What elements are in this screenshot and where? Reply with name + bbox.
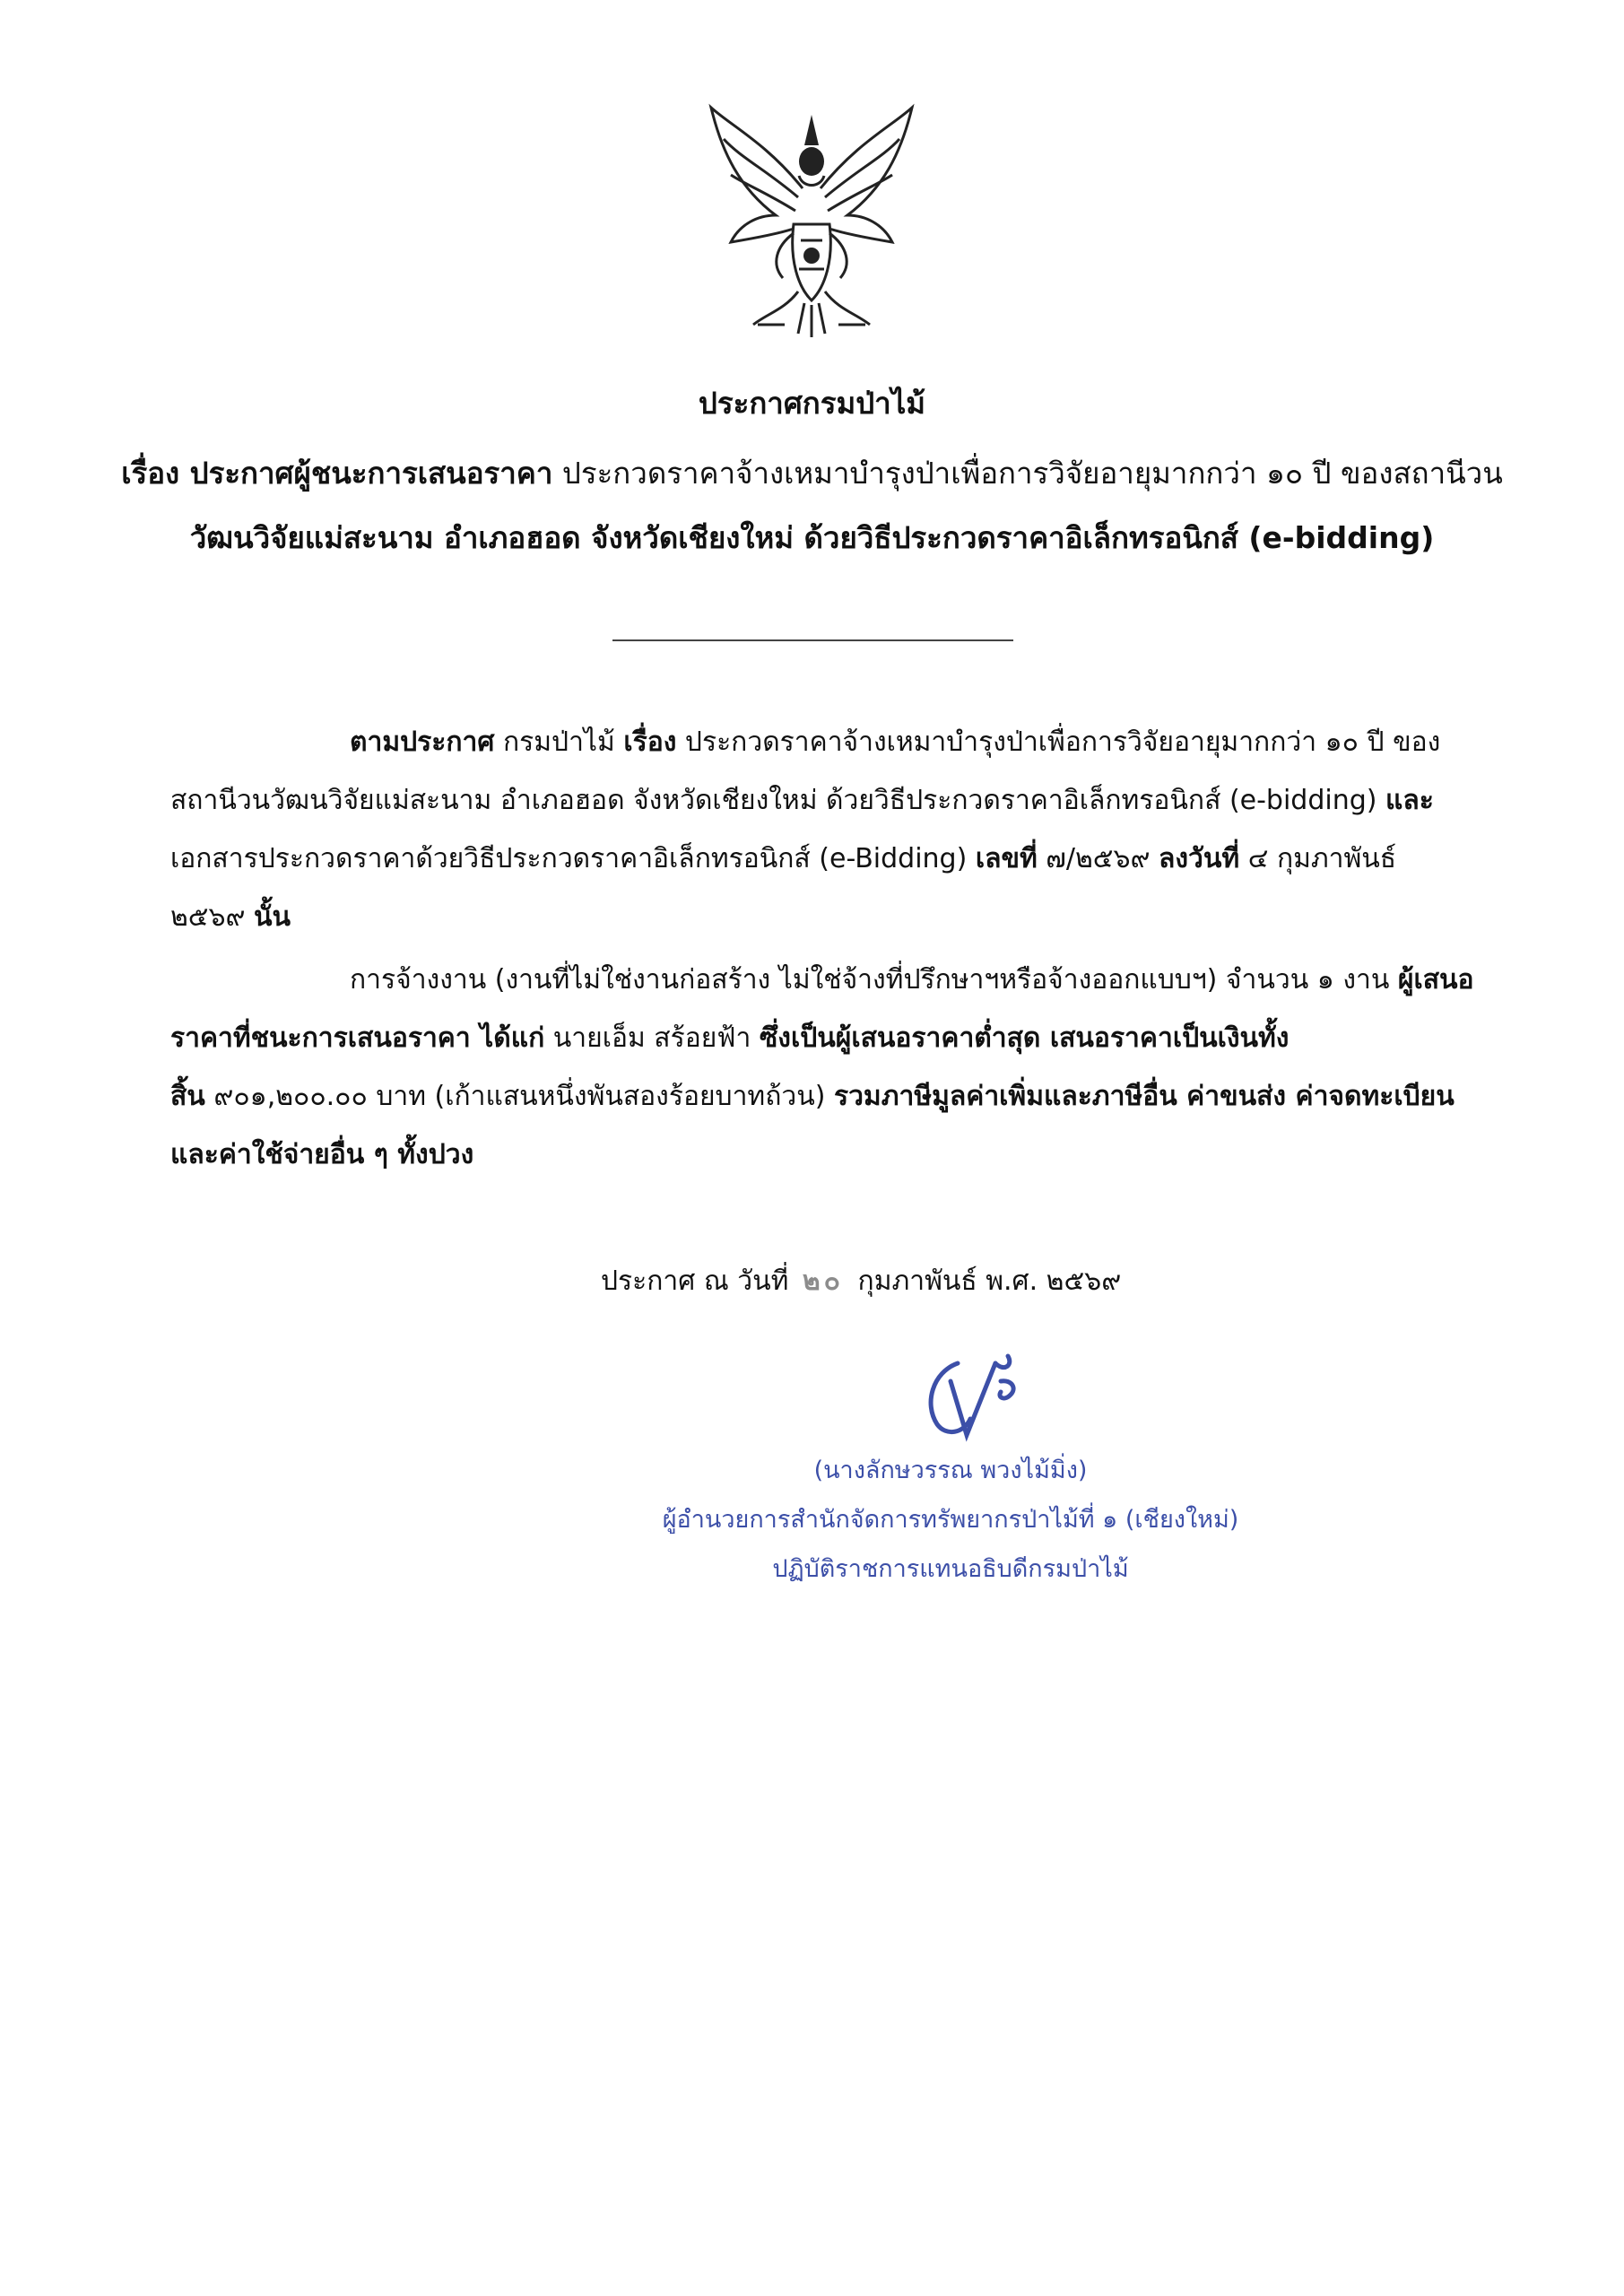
signatory-position: ผู้อำนวยการสำนักจัดการทรัพยากรป่าไม้ที่ ๑ (เชียงใหม่) — [662, 1506, 1239, 1534]
text-bold: เรื่อง — [623, 726, 677, 758]
signatory-name: (นางลักษวรรณ พวงไม้มิ่ง) — [813, 1457, 1088, 1484]
text: ประกวดราคาจ้างเหมาบำรุงป่าเพื่อการวิจัยอายุมากกว่า ๑๐ ปี ของ — [676, 726, 1441, 758]
handwritten-signature — [915, 1345, 1040, 1453]
text-bold: ลงวันที่ — [1159, 843, 1240, 874]
text-bold: ตามประกาศ — [350, 726, 495, 758]
text-bold: ราคาที่ชนะการเสนอราคา ได้แก่ — [170, 1022, 545, 1054]
announcement-title: ประกาศกรมป่าไม้ — [698, 386, 926, 421]
paragraph2-line2 — [170, 1021, 1289, 1056]
signatory-acting-role: ปฏิบัติราชการแทนอธิบดีกรมป่าไม้ — [772, 1555, 1129, 1583]
text: สถานีวนวัฒนวิจัยแม่สะนาม อำเภอฮอด จังหวัดเชียงใหม่ ด้วยวิธีประกวดราคาอิเล็กทรอนิกส์ (e-bidding) — [170, 785, 1386, 816]
text: ๒๕๖๙ — [170, 901, 255, 933]
announcement-date — [601, 1260, 1121, 1302]
text-bold: สิ้น — [170, 1081, 205, 1112]
title-divider — [612, 639, 1013, 641]
date-rest: กุมภาพันธ์ พ.ศ. ๒๕๖๙ — [857, 1265, 1122, 1297]
text-bold: เลขที่ — [975, 843, 1038, 874]
paragraph2-line3 — [170, 1079, 1455, 1114]
text: ๔ กุมภาพันธ์ — [1239, 843, 1397, 874]
paragraph2-line4 — [170, 1137, 473, 1172]
text-bold: และ — [1385, 785, 1434, 816]
text-bold: ซึ่งเป็นผู้เสนอราคาต่ำสุด เสนอราคาเป็นเงินทั้ง — [759, 1022, 1290, 1054]
text-bold: และค่าใช้จ่ายอื่น ๆ ทั้งปวง — [170, 1139, 474, 1170]
subject-line-continued: วัฒนวิจัยแม่สะนาม อำเภอฮอด จังหวัดเชียงใหม่ ด้วยวิธีประกวดราคาอิเล็กทรอนิกส์ (e-bidding) — [189, 520, 1435, 555]
paragraph1-line2 — [170, 783, 1434, 818]
paragraph2-line1 — [350, 962, 1474, 997]
bid-amount: ๙๐๑,๒๐๐.๐๐ บาท (เก้าแสนหนึ่งพันสองร้อยบาทถ้วน) — [204, 1081, 834, 1112]
winner-name: นายเอ็ม สร้อยฟ้า — [544, 1022, 760, 1054]
text: กรมป่าไม้ — [494, 726, 624, 758]
text-bold: นั้น — [254, 901, 291, 933]
stamped-day: ๒๐ — [802, 1265, 844, 1297]
paragraph1-line3 — [170, 841, 1396, 876]
text: การจ้างงาน (งานที่ไม่ใช่งานก่อสร้าง ไม่ใช่จ้างที่ปรึกษาฯหรือจ้างออกแบบฯ) จำนวน ๑ งาน — [350, 964, 1398, 996]
text: ๗/๒๕๖๙ — [1037, 843, 1159, 874]
subject-line — [108, 456, 1516, 491]
date-prefix: ประกาศ ณ วันที่ — [601, 1265, 789, 1297]
text-bold: ผู้เสนอ — [1397, 964, 1474, 996]
garuda-emblem-icon — [704, 90, 919, 341]
text-bold: รวมภาษีมูลค่าเพิ่มและภาษีอื่น ค่าขนส่ง ค่าจดทะเบียน — [833, 1081, 1455, 1112]
paragraph1-line1 — [350, 725, 1440, 760]
text: เอกสารประกวดราคาด้วยวิธีประกวดราคาอิเล็กทรอนิกส์ (e-Bidding) — [170, 843, 976, 874]
subject-text: ประกวดราคาจ้างเหมาบำรุงป่าเพื่อการวิจัยอายุมากกว่า ๑๐ ปี ของสถานีวน — [552, 456, 1503, 491]
paragraph1-line4 — [170, 900, 291, 935]
subject-label: เรื่อง ประกาศผู้ชนะการเสนอราคา — [121, 456, 553, 491]
